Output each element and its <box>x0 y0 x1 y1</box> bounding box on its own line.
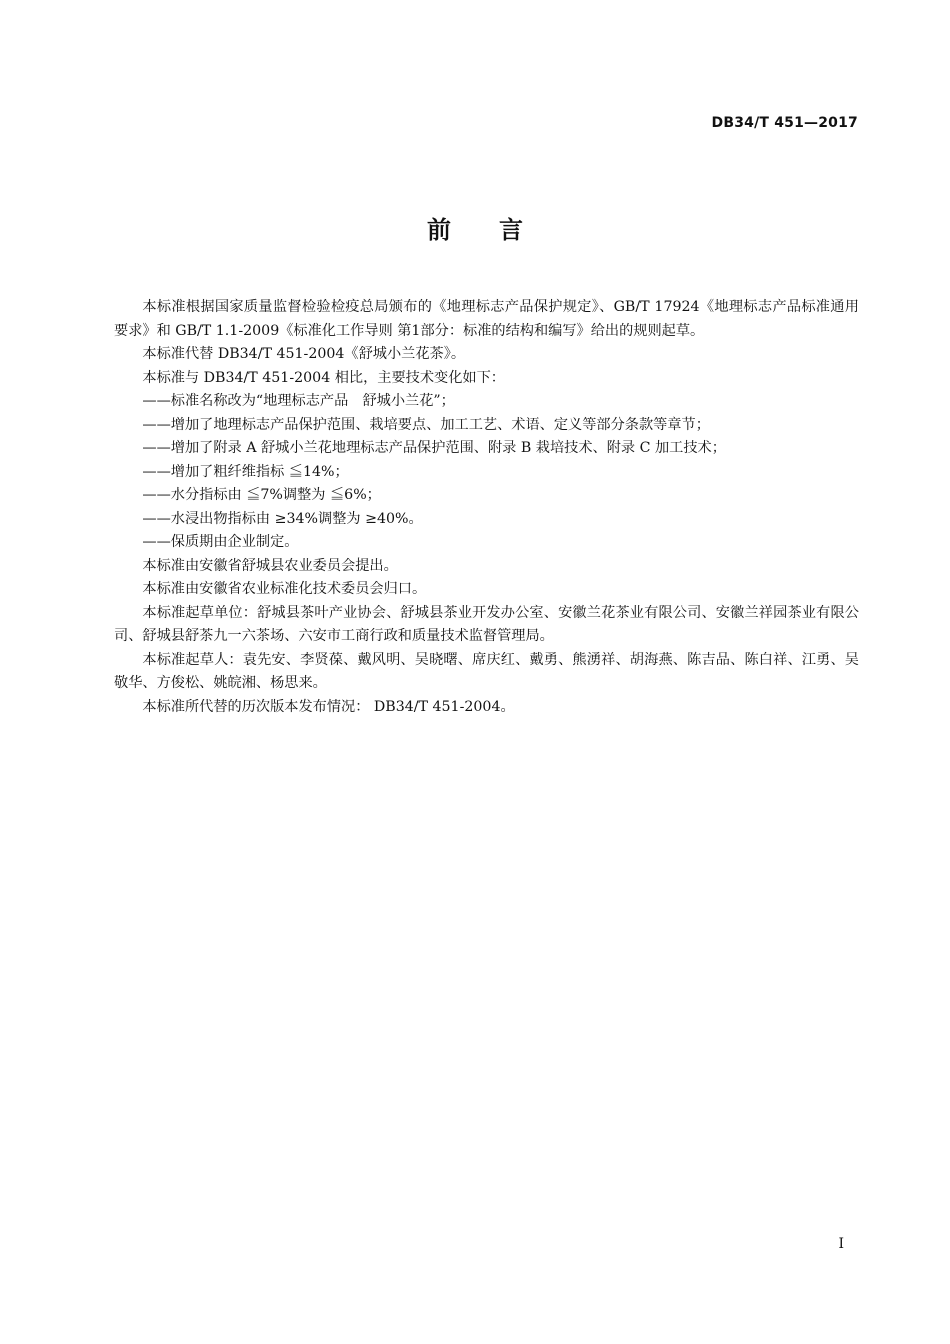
paragraph-drafters: 本标准起草人：袁先安、李贤葆、戴风明、吴晓曙、席庆红、戴勇、熊湧祥、胡海燕、陈吉品、陈白祥、江勇、吴敬华、方俊松、姚皖湘、杨思来。 <box>114 651 859 691</box>
paragraph-replaces: 本标准代替 DB34/T 451-2004《舒城小兰花茶》。 <box>142 346 466 362</box>
change-item: ——增加了粗纤维指标 ≦14%； <box>142 463 349 480</box>
change-item: ——水分指标由 ≦7%调整为 ≦6%； <box>142 487 381 503</box>
change-item: ——标准名称改为“地理标志产品 舒城小兰花”； <box>142 393 455 409</box>
change-item: ——保质期由企业制定。 <box>142 534 299 550</box>
change-item: ——增加了地理标志产品保护范围、栽培要点、加工工艺、术语、定义等部分条款等章节； <box>142 416 710 433</box>
document-code: DB34/T 451—2017 <box>711 115 858 131</box>
paragraph-managed-by: 本标准由安徽省农业标准化技术委员会归口。 <box>142 581 427 597</box>
paragraph-changes-intro: 本标准与 DB34/T 451-2004 相比，主要技术变化如下： <box>142 369 505 386</box>
paragraph-proposed-by: 本标准由安徽省舒城县农业委员会提出。 <box>142 557 398 574</box>
change-item: ——水浸出物指标由 ≥34%调整为 ≥40%。 <box>142 510 423 527</box>
paragraph-drafting-units: 本标准起草单位：舒城县茶叶产业协会、舒城县茶业开发办公室、安徽兰花茶业有限公司、安徽兰祥园茶业有限公司、舒城县舒茶九一六茶场、六安市工商行政和质量技术监督管理局。 <box>114 604 859 644</box>
paragraph-basis: 本标准根据国家质量监督检验检疫总局颁布的《地理标志产品保护规定》、GB/T 17924《地理标志产品标准通用要求》和 GB/T 1.1-2009《标准化工作导则 第1部分：标准的结构和编写》给出的规则起草。 <box>114 299 859 339</box>
paragraph-history: 本标准所代替的历次版本发布情况： DB34/T 451-2004。 <box>142 698 515 715</box>
page-title: 前言 <box>427 216 571 244</box>
foreword-body <box>114 296 859 719</box>
change-item: ——增加了附录 A 舒城小兰花地理标志产品保护范围、附录 B 栽培技术、附录 C 加工技术； <box>142 440 726 456</box>
page-number: I <box>838 1236 844 1252</box>
